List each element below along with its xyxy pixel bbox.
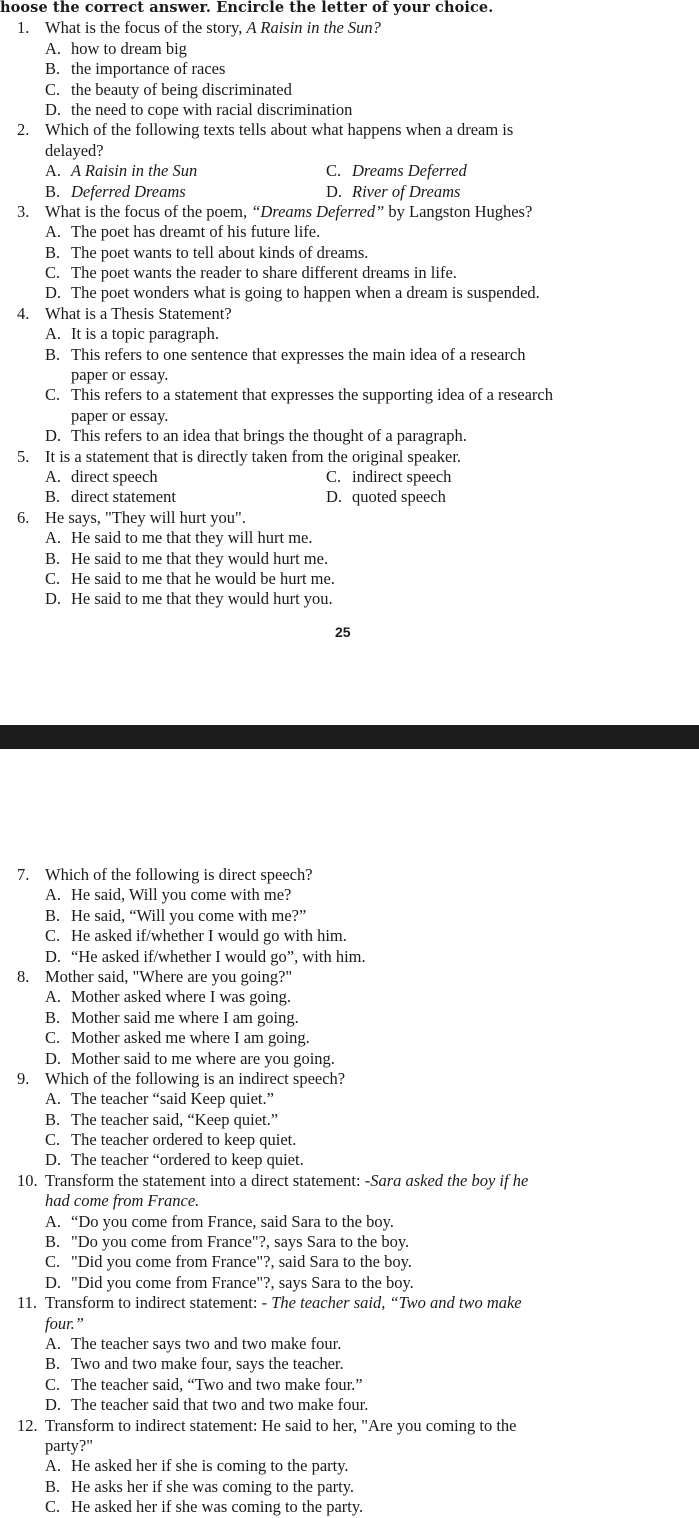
option-text[interactable] xyxy=(45,569,335,589)
option-letter[interactable]: C. xyxy=(45,263,61,283)
option-text[interactable] xyxy=(45,926,347,946)
option-label: "Do you come from France"?, says Sara to the boy. xyxy=(71,1232,410,1252)
option-label: He said, “Will you come with me?” xyxy=(71,905,307,925)
option-label: He said, Will you come with me? xyxy=(71,885,292,905)
question-line xyxy=(0,120,699,140)
option-text[interactable] xyxy=(45,1008,299,1028)
answer-option[interactable] xyxy=(45,182,186,202)
option-letter[interactable]: B. xyxy=(45,1109,61,1129)
answer-option[interactable] xyxy=(0,947,699,967)
option-letter[interactable]: A. xyxy=(45,466,62,486)
page-number: 25 xyxy=(335,624,351,640)
answer-option-row xyxy=(0,182,699,202)
option-label: He asks her if she was coming to the party. xyxy=(71,1476,355,1496)
option-text[interactable] xyxy=(45,1150,304,1170)
page-divider xyxy=(0,725,699,749)
option-letter[interactable]: C. xyxy=(45,1130,61,1150)
page-2 xyxy=(0,865,699,1518)
option-letter[interactable]: A. xyxy=(45,324,62,344)
option-text[interactable] xyxy=(45,39,187,59)
option-text[interactable] xyxy=(45,1028,310,1048)
answer-option[interactable] xyxy=(0,1456,699,1476)
italic-title: “Dreams Deferred” xyxy=(251,201,385,221)
option-label: Mother said me where I am going. xyxy=(71,1007,299,1027)
option-text[interactable] xyxy=(45,426,467,446)
option-label: how to dream big xyxy=(71,38,187,58)
option-label-cont: paper or essay. xyxy=(71,365,169,385)
question xyxy=(0,304,699,447)
option-label: This refers to one sentence that expresses the main idea of a research xyxy=(71,344,526,364)
option-text[interactable] xyxy=(45,1232,409,1252)
option-letter[interactable]: B. xyxy=(45,1232,61,1252)
option-label: Deferred Dreams xyxy=(71,181,186,201)
option-text[interactable] xyxy=(45,1354,344,1374)
question-line xyxy=(0,18,699,38)
option-text[interactable] xyxy=(45,549,328,569)
option-letter[interactable]: D. xyxy=(45,589,62,609)
option-label: He said to me that he would be hurt me. xyxy=(71,568,335,588)
option-text[interactable] xyxy=(45,1130,296,1150)
italic-title: four.” xyxy=(45,1313,84,1333)
question-line xyxy=(0,304,699,324)
answer-option[interactable] xyxy=(0,263,699,283)
question xyxy=(0,967,699,1069)
answer-option[interactable] xyxy=(0,1028,699,1048)
option-letter[interactable]: D. xyxy=(45,1272,62,1292)
text-segment: party?" xyxy=(45,1435,93,1455)
option-label: The teacher said, “Two and two make four.” xyxy=(71,1374,363,1394)
question-number: 7. xyxy=(17,865,30,884)
option-text[interactable] xyxy=(45,283,540,303)
italic-title: had come from France. xyxy=(45,1191,200,1211)
option-letter[interactable]: D. xyxy=(326,181,343,201)
question-line xyxy=(0,508,699,528)
question xyxy=(0,120,699,202)
question-number: 10. xyxy=(17,1170,38,1190)
option-text[interactable] xyxy=(45,947,366,967)
option-letter[interactable]: A. xyxy=(45,38,62,58)
option-label: "Did you come from France"?, says Sara to the boy. xyxy=(71,1272,414,1292)
answer-option[interactable] xyxy=(0,1008,699,1028)
option-text[interactable] xyxy=(45,222,320,242)
text-segment: Mother said, "Where are you going?" xyxy=(45,966,293,986)
question-text xyxy=(45,1069,345,1089)
answer-option[interactable] xyxy=(0,426,699,446)
option-label: It is a topic paragraph. xyxy=(71,324,219,344)
answer-option[interactable] xyxy=(0,1395,699,1415)
option-text[interactable] xyxy=(45,906,306,926)
option-label: A Raisin in the Sun xyxy=(71,161,198,181)
text-segment: Transform the statement into a direct statement: - xyxy=(45,1170,371,1190)
answer-option-row xyxy=(0,161,699,181)
answer-option[interactable] xyxy=(45,487,176,507)
question-number: 2. xyxy=(17,120,30,140)
question-text xyxy=(45,120,513,140)
option-label: The teacher said, “Keep quiet.” xyxy=(71,1109,279,1129)
option-text[interactable] xyxy=(45,243,368,263)
answer-option[interactable] xyxy=(0,1477,699,1497)
answer-option[interactable] xyxy=(0,1150,699,1170)
answer-option[interactable] xyxy=(0,569,699,589)
question-line xyxy=(0,1293,699,1313)
question-text xyxy=(45,141,104,161)
question xyxy=(0,447,699,508)
option-letter[interactable]: C. xyxy=(45,1497,61,1517)
question xyxy=(0,1171,699,1293)
option-text[interactable] xyxy=(45,1456,349,1476)
answer-option[interactable] xyxy=(0,345,699,365)
option-letter[interactable]: A. xyxy=(45,987,62,1007)
option-text[interactable] xyxy=(45,987,291,1007)
option-letter[interactable]: B. xyxy=(45,242,61,262)
option-letter[interactable]: B. xyxy=(45,548,61,568)
answer-option[interactable] xyxy=(326,487,446,507)
option-label: “Do you come from France, said Sara to the boy. xyxy=(71,1211,394,1231)
option-label: This refers to a statement that expresses the supporting idea of a research xyxy=(71,385,553,405)
option-label: He asked if/whether I would go with him. xyxy=(71,926,347,946)
option-letter[interactable]: C. xyxy=(45,79,61,99)
question-text xyxy=(45,304,232,324)
answer-option[interactable] xyxy=(0,222,699,242)
text-segment: What is a Thesis Statement? xyxy=(45,303,232,323)
option-letter[interactable]: A. xyxy=(45,1089,62,1109)
option-text[interactable] xyxy=(45,385,553,405)
text-segment: What is the focus of the poem, xyxy=(45,201,252,221)
text-segment: Which of the following is an indirect speech? xyxy=(45,1068,346,1088)
question-number: 1. xyxy=(17,18,30,38)
option-label: The teacher ordered to keep quiet. xyxy=(71,1130,297,1150)
option-text[interactable] xyxy=(45,1477,354,1497)
option-label-cont: paper or essay. xyxy=(71,405,169,425)
option-text[interactable] xyxy=(45,528,313,548)
question-text xyxy=(45,967,292,987)
answer-option[interactable] xyxy=(0,385,699,405)
text-segment: It is a statement that is directly taken from the original speaker. xyxy=(45,446,462,466)
option-label: He said to me that they will hurt me. xyxy=(71,528,313,548)
text-segment: Which of the following is direct speech? xyxy=(45,865,313,884)
answer-option[interactable] xyxy=(0,100,699,120)
answer-option[interactable] xyxy=(0,1089,699,1109)
option-letter[interactable]: A. xyxy=(45,885,62,905)
option-text[interactable] xyxy=(45,1089,274,1109)
answer-option[interactable] xyxy=(0,1252,699,1272)
option-text[interactable] xyxy=(45,324,219,344)
question-number: 11. xyxy=(17,1293,38,1313)
answer-option[interactable] xyxy=(0,1354,699,1374)
option-label: the beauty of being discriminated xyxy=(71,79,292,99)
text-segment: delayed? xyxy=(45,140,104,160)
option-letter[interactable]: C. xyxy=(45,926,61,946)
option-letter[interactable]: B. xyxy=(45,59,61,79)
option-letter[interactable]: D. xyxy=(45,1395,62,1415)
option-label: Dreams Deferred xyxy=(352,161,467,181)
answer-option[interactable] xyxy=(0,987,699,1007)
option-label: “He asked if/whether I would go”, with him. xyxy=(71,946,366,966)
text-segment: Transform to indirect statement: He said to her, "Are you coming to the xyxy=(45,1415,517,1435)
option-label: the importance of races xyxy=(71,59,226,79)
answer-option[interactable] xyxy=(0,906,699,926)
italic-title: A Raisin in the Sun? xyxy=(246,18,381,38)
option-text[interactable] xyxy=(45,885,291,905)
option-letter[interactable]: D. xyxy=(45,283,62,303)
option-letter[interactable]: A. xyxy=(45,1456,62,1476)
page-1 xyxy=(0,0,699,640)
option-label: The poet wants to tell about kinds of dreams. xyxy=(71,242,369,262)
option-text[interactable] xyxy=(45,1395,368,1415)
answer-option[interactable] xyxy=(326,467,451,487)
option-text[interactable] xyxy=(45,1375,363,1395)
option-letter[interactable]: D. xyxy=(45,426,62,446)
question-text xyxy=(45,18,381,38)
text-segment: What is the focus of the story, xyxy=(45,18,247,38)
option-label: Two and two make four, says the teacher. xyxy=(71,1354,344,1374)
option-letter[interactable]: C. xyxy=(45,1028,61,1048)
option-continuation xyxy=(0,406,699,426)
question-line xyxy=(0,865,699,885)
option-label: The teacher “said Keep quiet.” xyxy=(71,1089,274,1109)
answer-option[interactable] xyxy=(0,1110,699,1130)
answer-option[interactable] xyxy=(0,885,699,905)
option-letter[interactable]: C. xyxy=(45,385,61,405)
answer-option[interactable] xyxy=(0,80,699,100)
option-letter[interactable]: B. xyxy=(45,905,61,925)
italic-title: Sara asked the boy if he xyxy=(370,1170,529,1190)
option-label: The teacher said that two and two make four. xyxy=(71,1395,369,1415)
option-label: The poet wonders what is going to happen when a dream is suspended. xyxy=(71,283,540,303)
question-text xyxy=(45,865,313,885)
question-list-page-1 xyxy=(0,18,699,609)
question xyxy=(0,865,699,967)
question-line xyxy=(0,1436,699,1456)
question xyxy=(0,1069,699,1171)
text-segment: He says, "They will hurt you". xyxy=(45,507,246,527)
question-text xyxy=(45,202,532,222)
question xyxy=(0,508,699,610)
text-segment: Which of the following texts tells about what happens when a dream is xyxy=(45,120,514,140)
option-label: direct statement xyxy=(71,487,176,507)
question-number: 3. xyxy=(17,201,30,221)
italic-title: The teacher said, “Two and two make xyxy=(271,1293,522,1313)
question-number: 4. xyxy=(17,303,30,323)
option-text[interactable] xyxy=(45,80,292,100)
answer-option[interactable] xyxy=(0,1334,699,1354)
option-label: direct speech xyxy=(71,466,158,486)
option-letter[interactable]: B. xyxy=(45,344,61,364)
question xyxy=(0,18,699,120)
option-letter[interactable]: C. xyxy=(45,1374,61,1394)
question-line xyxy=(0,141,699,161)
option-letter[interactable]: A. xyxy=(45,1211,62,1231)
option-letter[interactable]: C. xyxy=(45,568,61,588)
option-text[interactable] xyxy=(45,1212,394,1232)
option-letter[interactable]: D. xyxy=(45,99,62,119)
question-line xyxy=(0,202,699,222)
answer-option[interactable] xyxy=(0,243,699,263)
answer-option[interactable] xyxy=(0,1232,699,1252)
text-segment: Transform to indirect statement: - xyxy=(45,1293,272,1313)
option-label: The teacher says two and two make four. xyxy=(71,1333,342,1353)
question-text xyxy=(45,447,461,467)
question-text xyxy=(45,1293,522,1313)
option-label: Mother asked where I was going. xyxy=(71,987,291,1007)
answer-option[interactable] xyxy=(0,926,699,946)
option-label: Mother said to me where are you going. xyxy=(71,1048,335,1068)
answer-option[interactable] xyxy=(0,1497,699,1517)
answer-option-row xyxy=(0,487,699,507)
option-label: indirect speech xyxy=(352,466,452,486)
question-line xyxy=(0,1314,699,1334)
question-text xyxy=(45,1171,528,1191)
option-letter[interactable]: A. xyxy=(45,528,62,548)
option-label: This refers to an idea that brings the thought of a paragraph. xyxy=(71,426,467,446)
option-letter[interactable]: C. xyxy=(326,161,342,181)
option-letter[interactable]: B. xyxy=(45,1354,61,1374)
option-label: The teacher “ordered to keep quiet. xyxy=(71,1150,304,1170)
option-text[interactable] xyxy=(45,1049,335,1069)
answer-option-row xyxy=(0,467,699,487)
question-text xyxy=(45,508,246,528)
option-label: "Did you come from France"?, said Sara to the boy. xyxy=(71,1252,412,1272)
option-letter[interactable]: A. xyxy=(45,222,62,242)
question-number: 5. xyxy=(17,446,30,466)
answer-option[interactable] xyxy=(0,589,699,609)
option-text[interactable] xyxy=(45,345,525,365)
option-text[interactable] xyxy=(45,589,333,609)
answer-option[interactable] xyxy=(326,161,467,181)
option-letter[interactable]: D. xyxy=(326,487,343,507)
instruction: hoose the correct answer. Encircle the letter of your choice. xyxy=(0,0,494,16)
question-text xyxy=(45,1436,93,1456)
option-text[interactable] xyxy=(45,1497,363,1517)
answer-option[interactable] xyxy=(0,39,699,59)
question-text xyxy=(45,1191,199,1211)
option-letter[interactable]: C. xyxy=(45,1252,61,1272)
answer-option[interactable] xyxy=(0,324,699,344)
answer-option[interactable] xyxy=(0,283,699,303)
answer-option[interactable] xyxy=(45,467,158,487)
question-line xyxy=(0,1191,699,1211)
option-text[interactable] xyxy=(45,100,352,120)
answer-option[interactable] xyxy=(45,161,197,181)
question-line xyxy=(0,967,699,987)
option-letter[interactable]: D. xyxy=(45,946,62,966)
option-letter[interactable]: B. xyxy=(45,181,61,201)
answer-option[interactable] xyxy=(0,549,699,569)
answer-option[interactable] xyxy=(0,528,699,548)
option-letter[interactable]: A. xyxy=(45,161,62,181)
answer-option[interactable] xyxy=(0,59,699,79)
option-letter[interactable]: C. xyxy=(326,466,342,486)
option-label: Mother asked me where I am going. xyxy=(71,1028,310,1048)
option-label: He asked her if she was coming to the party. xyxy=(71,1497,364,1517)
question-text xyxy=(45,1416,517,1436)
text-segment: by Langston Hughes? xyxy=(384,201,533,221)
question-line xyxy=(0,1171,699,1191)
answer-option[interactable] xyxy=(0,1212,699,1232)
question-number: 8. xyxy=(17,966,30,986)
option-label: quoted speech xyxy=(352,487,446,507)
option-text[interactable] xyxy=(45,1252,412,1272)
option-letter[interactable]: B. xyxy=(45,1007,61,1027)
option-continuation xyxy=(0,365,699,385)
answer-option[interactable] xyxy=(0,1273,699,1293)
option-letter[interactable]: B. xyxy=(45,487,61,507)
question-number: 12. xyxy=(17,1415,38,1435)
answer-option[interactable] xyxy=(0,1049,699,1069)
option-label: The poet wants the reader to share different dreams in life. xyxy=(71,263,457,283)
option-label: River of Dreams xyxy=(352,181,461,201)
answer-option[interactable] xyxy=(0,1375,699,1395)
answer-option[interactable] xyxy=(326,182,460,202)
question-number: 6. xyxy=(17,507,30,527)
question-text xyxy=(45,1314,84,1334)
question xyxy=(0,1293,699,1415)
option-text[interactable] xyxy=(45,263,457,283)
option-label: He said to me that they would hurt me. xyxy=(71,548,329,568)
question xyxy=(0,202,699,304)
option-text[interactable] xyxy=(45,1110,278,1130)
question-line xyxy=(0,1069,699,1089)
option-label: He said to me that they would hurt you. xyxy=(71,589,333,609)
option-letter[interactable]: B. xyxy=(45,1476,61,1496)
question-list-page-2 xyxy=(0,865,699,1518)
option-text[interactable] xyxy=(45,59,225,79)
option-letter[interactable]: D. xyxy=(45,1150,62,1170)
option-label: the need to cope with racial discrimination xyxy=(71,99,353,119)
option-label: The poet has dreamt of his future life. xyxy=(71,222,321,242)
question-line xyxy=(0,1416,699,1436)
option-letter[interactable]: D. xyxy=(45,1048,62,1068)
question-number: 9. xyxy=(17,1068,30,1088)
option-text[interactable] xyxy=(45,1334,341,1354)
answer-option[interactable] xyxy=(0,1130,699,1150)
option-label: He asked her if she is coming to the party. xyxy=(71,1456,349,1476)
option-text[interactable] xyxy=(45,1273,414,1293)
option-letter[interactable]: A. xyxy=(45,1333,62,1353)
question-line xyxy=(0,447,699,467)
question xyxy=(0,1416,699,1518)
